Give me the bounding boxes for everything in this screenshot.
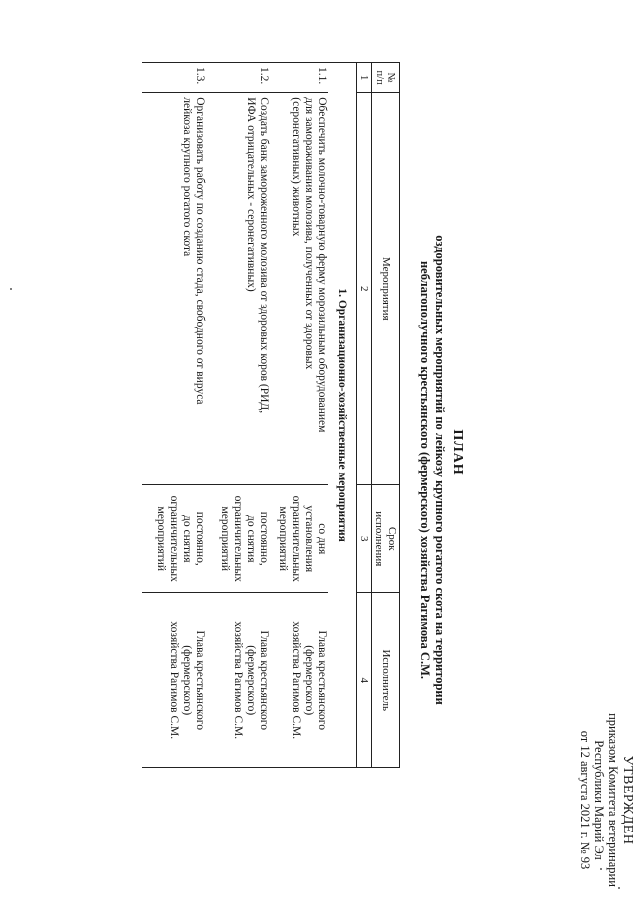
text-line: хозяйства Рагимов С.М. xyxy=(232,621,244,740)
scan-speck xyxy=(10,288,12,290)
table-header-row xyxy=(372,63,400,768)
table-row xyxy=(270,63,328,768)
text-line: хозяйства Рагимов С.М. xyxy=(168,621,180,740)
row-measure xyxy=(142,93,206,485)
header-num-line: № xyxy=(385,72,397,83)
row-term xyxy=(270,485,328,593)
column-number: 4 xyxy=(357,593,372,768)
text-line: Создать банк замороженного молозива от здоровых коров (РИД, xyxy=(258,97,270,414)
scan-speck xyxy=(618,887,620,889)
column-number: 1 xyxy=(357,63,372,93)
section-row xyxy=(328,63,357,768)
text-line: до снятия xyxy=(245,515,257,563)
text-line: ограничительных xyxy=(290,495,302,582)
approval-line: Республики Марий Эл xyxy=(592,740,606,860)
header-term-line: Срок xyxy=(386,526,399,551)
subtitle-line: оздоровительных мероприятий по лейкозу крупного рогатого скота на территории xyxy=(433,235,447,705)
text-line: (серонегативных) животных xyxy=(290,97,302,237)
row-measure xyxy=(206,93,270,485)
header-measures: Мероприятия xyxy=(372,93,400,485)
header-term-line: исполнения xyxy=(373,511,386,567)
text-line: Глава крестьянского (фермерского) xyxy=(303,630,328,730)
plan-title: ПЛАН xyxy=(450,429,465,476)
header-num xyxy=(372,63,400,93)
text-line: Глава крестьянского (фермерского) xyxy=(245,630,270,730)
plan-table xyxy=(142,62,400,768)
table-row xyxy=(142,63,206,768)
text-line: мероприятий xyxy=(277,506,289,572)
plan-subtitle xyxy=(417,150,447,790)
header-num-line: п/п xyxy=(374,70,386,85)
approval-line: приказом Комитета ветеринарии xyxy=(606,713,620,887)
table-row xyxy=(206,63,270,768)
subtitle-line: неблагополучного крестьянского (фермерского) хозяйства Рагимова С.М. xyxy=(418,260,432,679)
column-number: 3 xyxy=(357,485,372,593)
section-title: 1. Организационно-хозяйственные мероприятия xyxy=(328,63,357,768)
column-number: 2 xyxy=(357,93,372,485)
row-executor xyxy=(142,593,206,768)
text-line: мероприятий xyxy=(155,506,167,572)
text-line: до снятия xyxy=(181,515,193,563)
text-line: Организовать работу по созданию стада, свободного от вируса xyxy=(194,97,206,405)
approval-word: УТВЕРЖДЕН xyxy=(620,755,635,845)
row-num: 1.2. xyxy=(206,63,270,93)
header-term xyxy=(372,485,400,593)
scan-speck xyxy=(600,868,602,870)
text-line: ИФА отрицательных - серонегативных) xyxy=(245,97,257,292)
text-line: постоянно, xyxy=(194,511,206,566)
row-executor xyxy=(206,593,270,768)
row-term xyxy=(206,485,270,593)
text-line: Обеспечить молочно-товарную ферму морозильным оборудованием xyxy=(316,97,328,433)
text-line: мероприятий xyxy=(219,506,231,572)
approval-stamp xyxy=(578,700,634,900)
text-line: лейкоза крупного рогатого скота xyxy=(181,97,193,257)
text-line: ограничительных xyxy=(232,495,244,582)
row-num: 1.1. xyxy=(270,63,328,93)
text-line: хозяйства Рагимов С.М. xyxy=(290,621,302,740)
text-line: со дня установления xyxy=(303,505,328,573)
row-measure xyxy=(270,93,328,485)
header-executor: Исполнитель xyxy=(372,593,400,768)
text-line: ограничительных xyxy=(168,495,180,582)
text-line: Глава крестьянского (фермерского) xyxy=(181,630,206,730)
text-line: для замораживания молозива, полученных от здоровых xyxy=(303,97,315,370)
text-line: постоянно, xyxy=(258,511,270,566)
column-number-row xyxy=(357,63,372,768)
row-term xyxy=(142,485,206,593)
approval-date: от 12 августа 2021 г. № 93 xyxy=(578,730,592,870)
row-executor xyxy=(270,593,328,768)
row-num: 1.3. xyxy=(142,63,206,93)
